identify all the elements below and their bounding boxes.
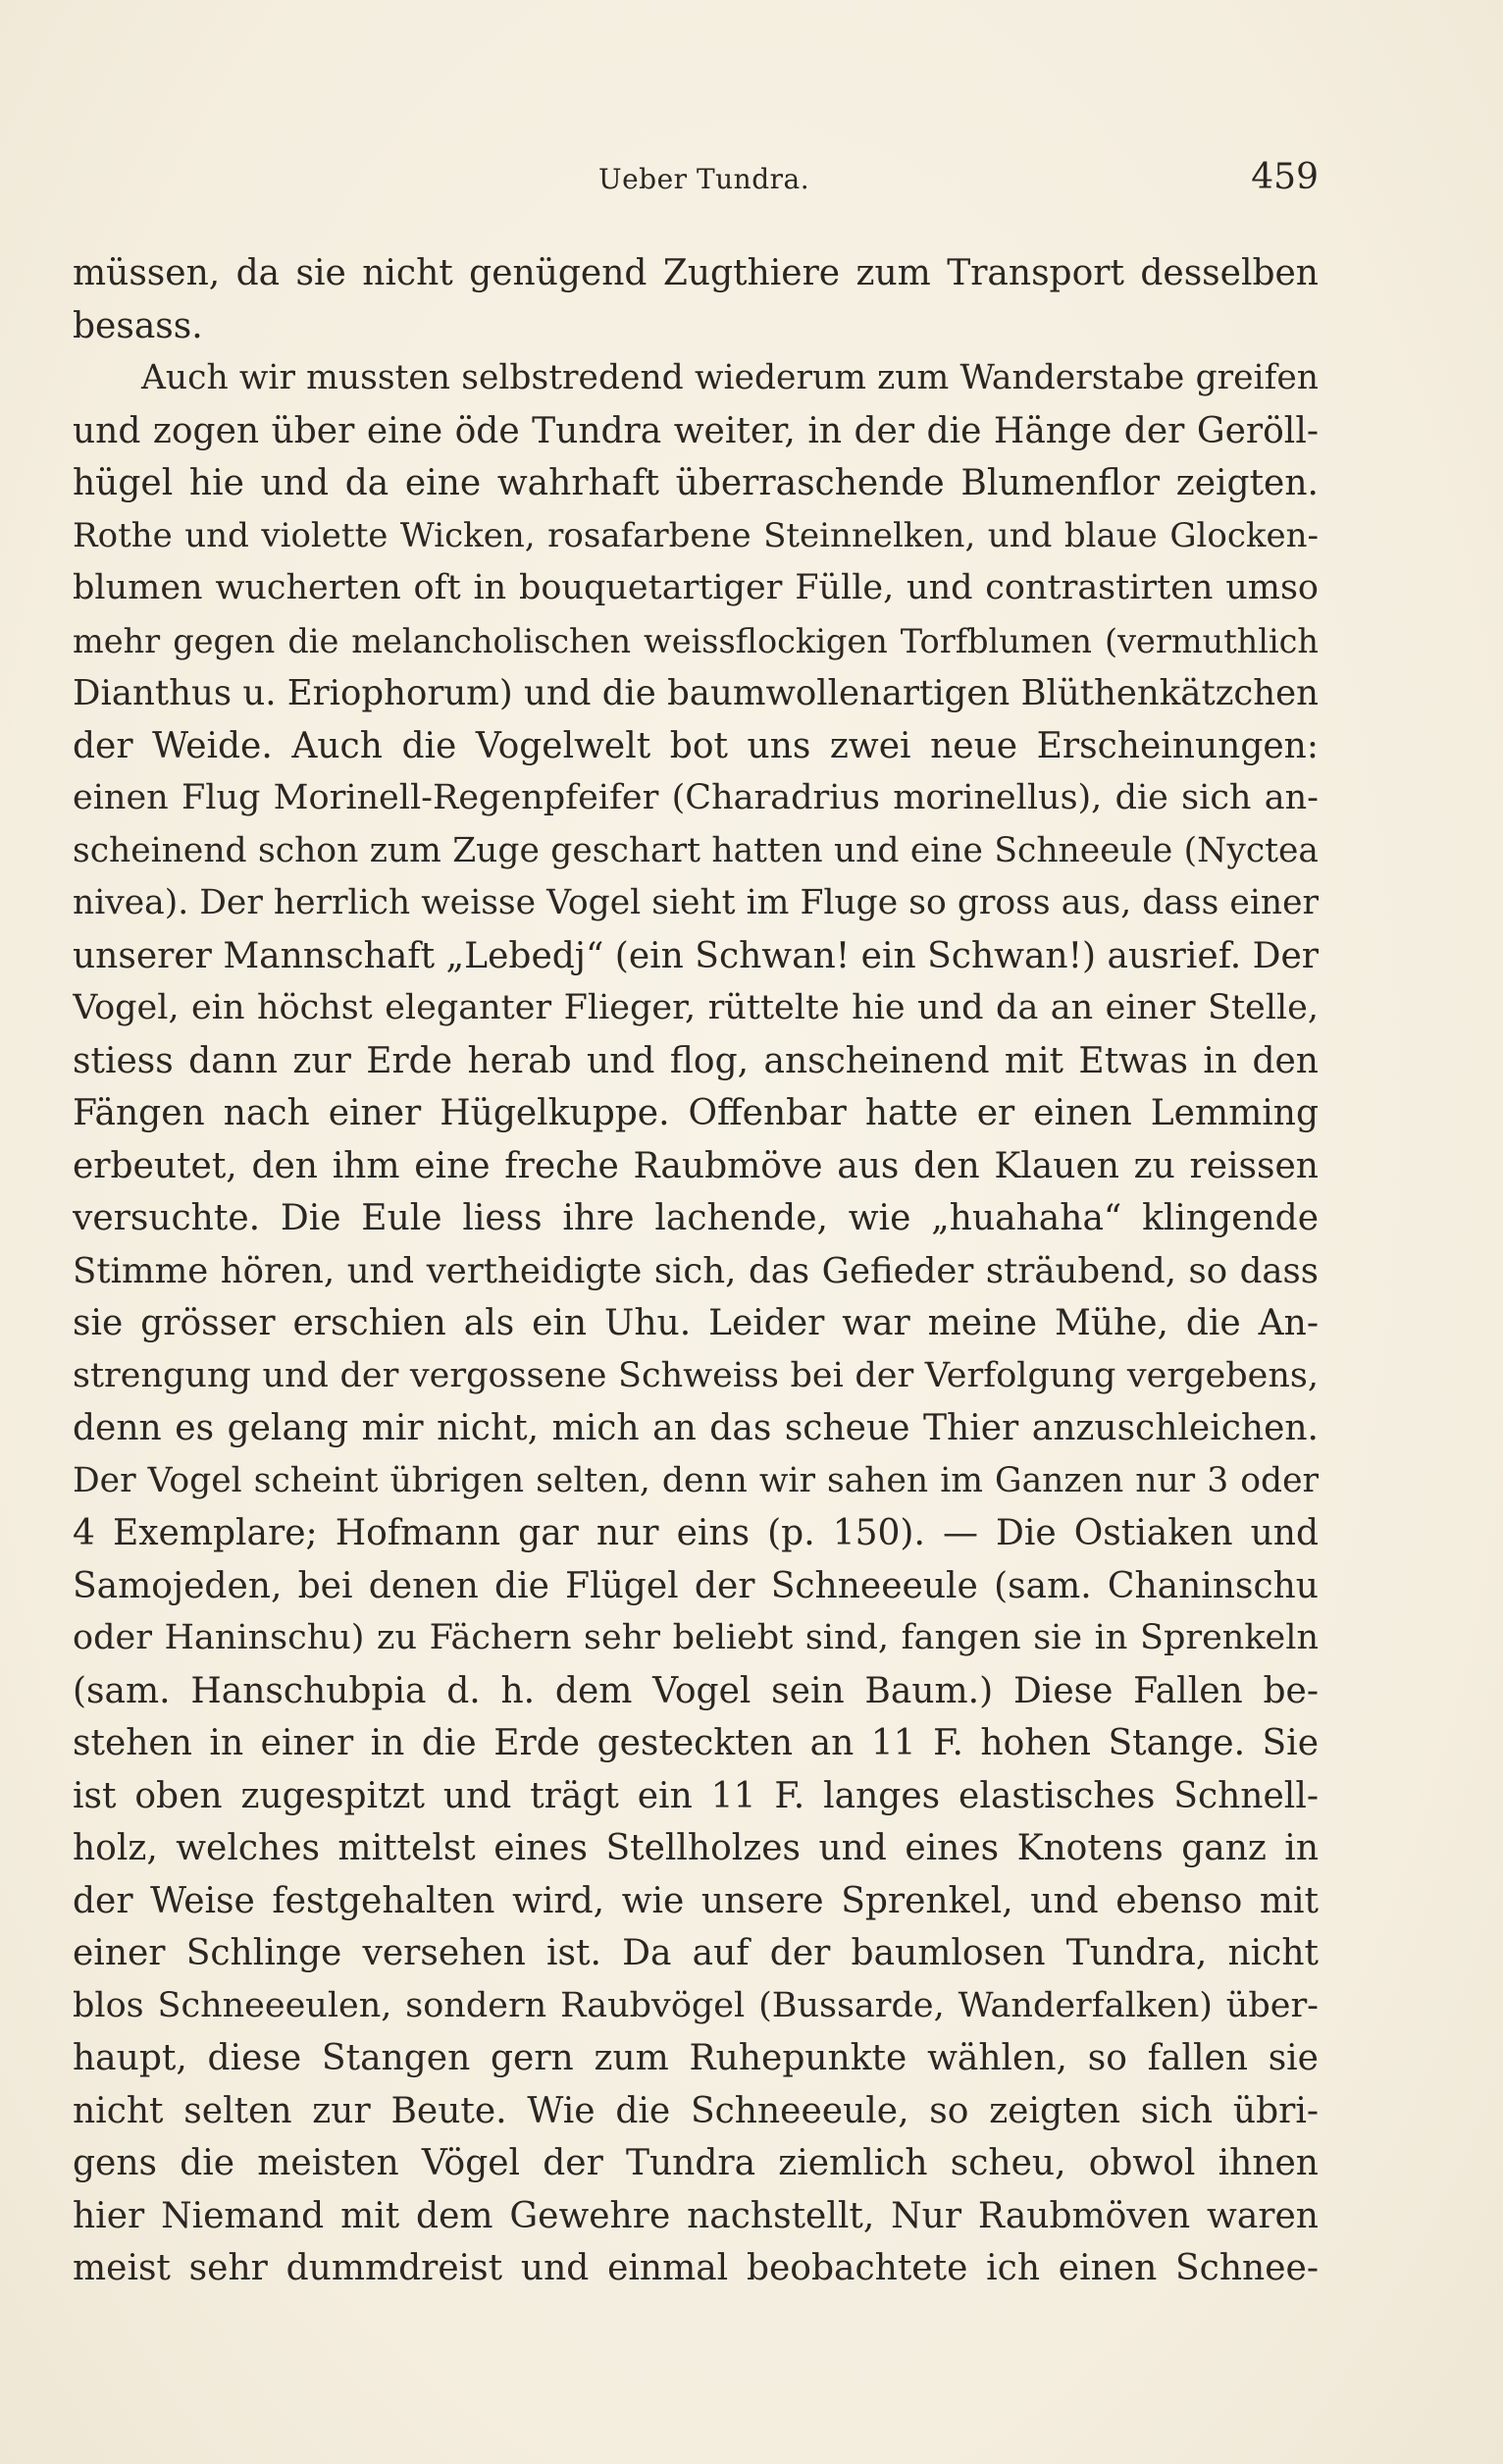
- running-header: [73, 157, 1319, 206]
- text-line: einer Schlinge versehen ist. Da auf der baumlosen Tundra, nicht: [73, 1933, 1319, 1973]
- text-line: Der Vogel scheint übrigen selten, denn wir sahen im Ganzen nur 3 oder: [73, 1460, 1319, 1500]
- text-line: Dianthus u. Eriophorum) und die baumwollenartigen Blüthenkätzchen: [73, 673, 1319, 713]
- text-line: müssen, da sie nicht genügend Zugthiere zum Transport desselben: [73, 253, 1319, 293]
- text-line: Rothe und violette Wicken, rosafarbene Steinnelken, und blaue Glocken-: [73, 515, 1319, 555]
- text-line: Vogel, ein höchst eleganter Flieger, rüttelte hie und da an einer Stelle,: [73, 988, 1319, 1027]
- text-line: holz, welches mittelst eines Stellholzes und eines Knotens ganz in: [73, 1828, 1319, 1868]
- text-line: strengung und der vergossene Schweiss bei der Verfolgung vergebens,: [73, 1355, 1319, 1395]
- text-line: meist sehr dummdreist und einmal beobachtete ich einen Schnee-: [73, 2248, 1319, 2288]
- text-line: Samojeden, bei denen die Flügel der Schneeeule (sam. Chaninschu: [73, 1565, 1319, 1606]
- text-line: gens die meisten Vögel der Tundra ziemlich scheu, obwol ihnen: [73, 2143, 1319, 2183]
- running-title: Ueber Tundra.: [598, 163, 810, 195]
- text-line: erbeutet, den ihm eine freche Raubmöve aus den Klauen zu reissen: [73, 1145, 1319, 1186]
- text-line: stiess dann zur Erde herab und flog, anscheinend mit Etwas in den: [73, 1040, 1319, 1081]
- text-line: stehen in einer in die Erde gesteckten an 11 F. hohen Stange. Sie: [73, 1723, 1319, 1763]
- text-line: nicht selten zur Beute. Wie die Schneeeule, so zeigten sich übri-: [73, 2090, 1319, 2131]
- text-line: scheinend schon zum Zuge geschart hatten und eine Schneeule (Nyctea: [73, 830, 1319, 870]
- text-line: (sam. Hanschubpia d. h. dem Vogel sein Baum.) Diese Fallen be-: [73, 1670, 1319, 1711]
- text-line: 4 Exemplare; Hofmann gar nur eins (p. 150). — Die Ostiaken und: [73, 1513, 1319, 1553]
- page-number: 459: [1251, 157, 1319, 197]
- text-line: hügel hie und da eine wahrhaft überraschende Blumenflor zeigten.: [73, 463, 1319, 503]
- text-line: hier Niemand mit dem Gewehre nachstellt, Nur Raubmöven waren: [73, 2195, 1319, 2236]
- text-line: unserer Mannschaft „Lebedj“ (ein Schwan! ein Schwan!) ausrief. Der: [73, 935, 1319, 976]
- text-line: oder Haninschu) zu Fächern sehr beliebt sind, fangen sie in Sprenkeln: [73, 1618, 1319, 1657]
- text-line: nivea). Der herrlich weisse Vogel sieht im Fluge so gross aus, dass einer: [73, 883, 1319, 922]
- text-line: denn es gelang mir nicht, mich an das scheue Thier anzuschleichen.: [73, 1408, 1319, 1448]
- text-line: versuchte. Die Eule liess ihre lachende, wie „huahaha“ klingende: [73, 1198, 1319, 1238]
- text-line: sie grösser erschien als ein Uhu. Leider war meine Mühe, die An-: [73, 1303, 1319, 1343]
- text-line: Auch wir mussten selbstredend wiederum zum Wanderstabe greifen: [141, 358, 1319, 397]
- text-line: der Weise festgehalten wird, wie unsere Sprenkel, und ebenso mit: [73, 1880, 1319, 1921]
- text-line: ist oben zugespitzt und trägt ein 11 F. langes elastisches Schnell-: [73, 1775, 1319, 1816]
- text-line: blos Schneeeulen, sondern Raubvögel (Bussarde, Wanderfalken) über-: [73, 1985, 1319, 2025]
- text-line: blumen wucherten oft in bouquetartiger Fülle, und contrastirten umso: [73, 568, 1319, 607]
- text-line: haupt, diese Stangen gern zum Ruhepunkte wählen, so fallen sie: [73, 2038, 1319, 2078]
- text-line: mehr gegen die melancholischen weissflockigen Torfblumen (vermuthlich: [73, 621, 1319, 660]
- text-line: und zogen über eine öde Tundra weiter, in der die Hänge der Geröll-: [73, 410, 1319, 451]
- text-line: einen Flug Morinell-Regenpfeifer (Charadrius morinellus), die sich an-: [73, 778, 1319, 817]
- text-line: Fängen nach einer Hügelkuppe. Offenbar hatte er einen Lemming: [73, 1093, 1319, 1133]
- text-line: Stimme hören, und vertheidigte sich, das Gefieder sträubend, so dass: [73, 1250, 1319, 1291]
- text-line: der Weide. Auch die Vogelwelt bot uns zwei neue Erscheinungen:: [73, 725, 1319, 766]
- text-line: besass.: [73, 305, 203, 346]
- body-text: [73, 247, 1319, 2295]
